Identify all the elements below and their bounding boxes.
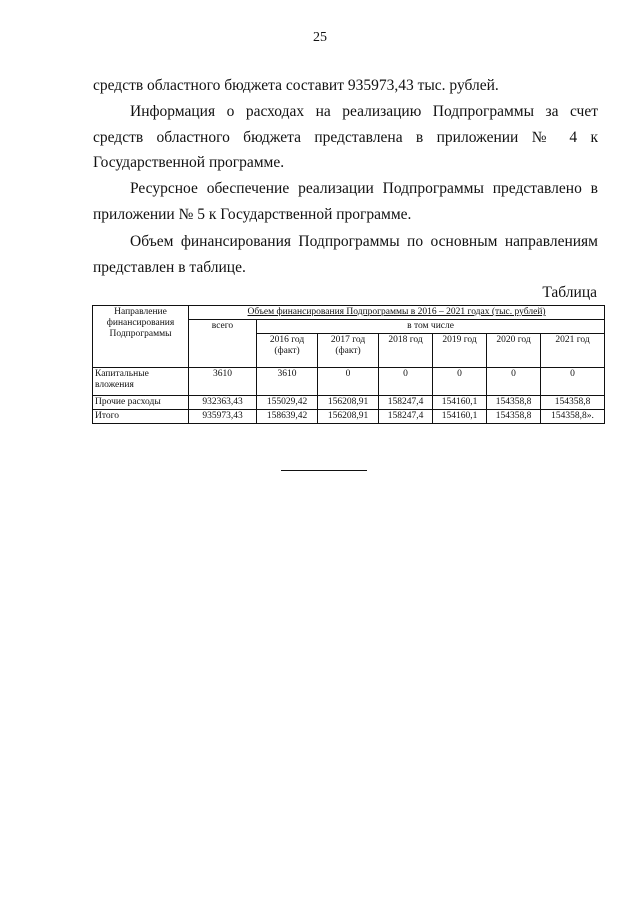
- header-total: всего: [189, 320, 257, 368]
- row-value: 0: [541, 368, 605, 396]
- row-value: 155029,42: [257, 396, 318, 410]
- table-header-row: [93, 306, 605, 320]
- paragraph-4: [93, 229, 598, 282]
- header-year: 2021 год: [541, 334, 605, 368]
- header-year: 2016 год (факт): [257, 334, 318, 368]
- row-value: 156208,91: [318, 410, 379, 424]
- header-year: 2017 год (факт): [318, 334, 379, 368]
- page-number: 25: [313, 30, 327, 45]
- row-value: 156208,91: [318, 396, 379, 410]
- header-year: 2019 год: [433, 334, 487, 368]
- row-value: 0: [379, 368, 433, 396]
- header-direction: Направление финансирования Подпрограммы: [93, 306, 189, 368]
- paragraph-3: [93, 176, 598, 229]
- paragraph-2: [93, 99, 598, 177]
- row-value: 154358,8: [487, 410, 541, 424]
- paragraph-text: Информация о расходах на реализацию Подпрограммы за счет средств областного бюджета представлена в приложении № 4 к Государственной программе.: [93, 103, 598, 171]
- paragraph-text: Объем финансирования Подпрограммы по основным направлениям представлен в таблице.: [93, 233, 598, 276]
- header-including: в том числе: [257, 320, 605, 334]
- financing-table: [92, 305, 605, 424]
- header-year: 2020 год: [487, 334, 541, 368]
- row-name: Капитальные вложения: [93, 368, 189, 396]
- header-volume: Объем финансирования Подпрограммы в 2016 – 2021 годах (тыс. рублей): [189, 306, 605, 320]
- row-total: 932363,43: [189, 396, 257, 410]
- table-row: [93, 368, 605, 396]
- row-value: 0: [433, 368, 487, 396]
- paragraph-1: [93, 73, 598, 100]
- row-value: 158639,42: [257, 410, 318, 424]
- row-name: Итого: [93, 410, 189, 424]
- row-value: 154358,8».: [541, 410, 605, 424]
- row-value: 3610: [257, 368, 318, 396]
- header-year: 2018 год: [379, 334, 433, 368]
- row-total: 3610: [189, 368, 257, 396]
- row-total: 935973,43: [189, 410, 257, 424]
- table-caption: Таблица: [542, 284, 597, 301]
- row-value: 158247,4: [379, 410, 433, 424]
- paragraph-text: средств областного бюджета составит 935973,43 тыс. рублей.: [93, 77, 499, 94]
- row-value: 0: [318, 368, 379, 396]
- row-value: 154160,1: [433, 396, 487, 410]
- row-value: 158247,4: [379, 396, 433, 410]
- row-name: Прочие расходы: [93, 396, 189, 410]
- row-value: 0: [487, 368, 541, 396]
- paragraph-text: Ресурсное обеспечение реализации Подпрограммы представлено в приложении № 5 к Государственной программе.: [93, 180, 598, 223]
- table-row: [93, 410, 605, 424]
- row-value: 154358,8: [487, 396, 541, 410]
- row-value: 154160,1: [433, 410, 487, 424]
- row-value: 154358,8: [541, 396, 605, 410]
- table-row: [93, 396, 605, 410]
- divider-line: [281, 470, 367, 471]
